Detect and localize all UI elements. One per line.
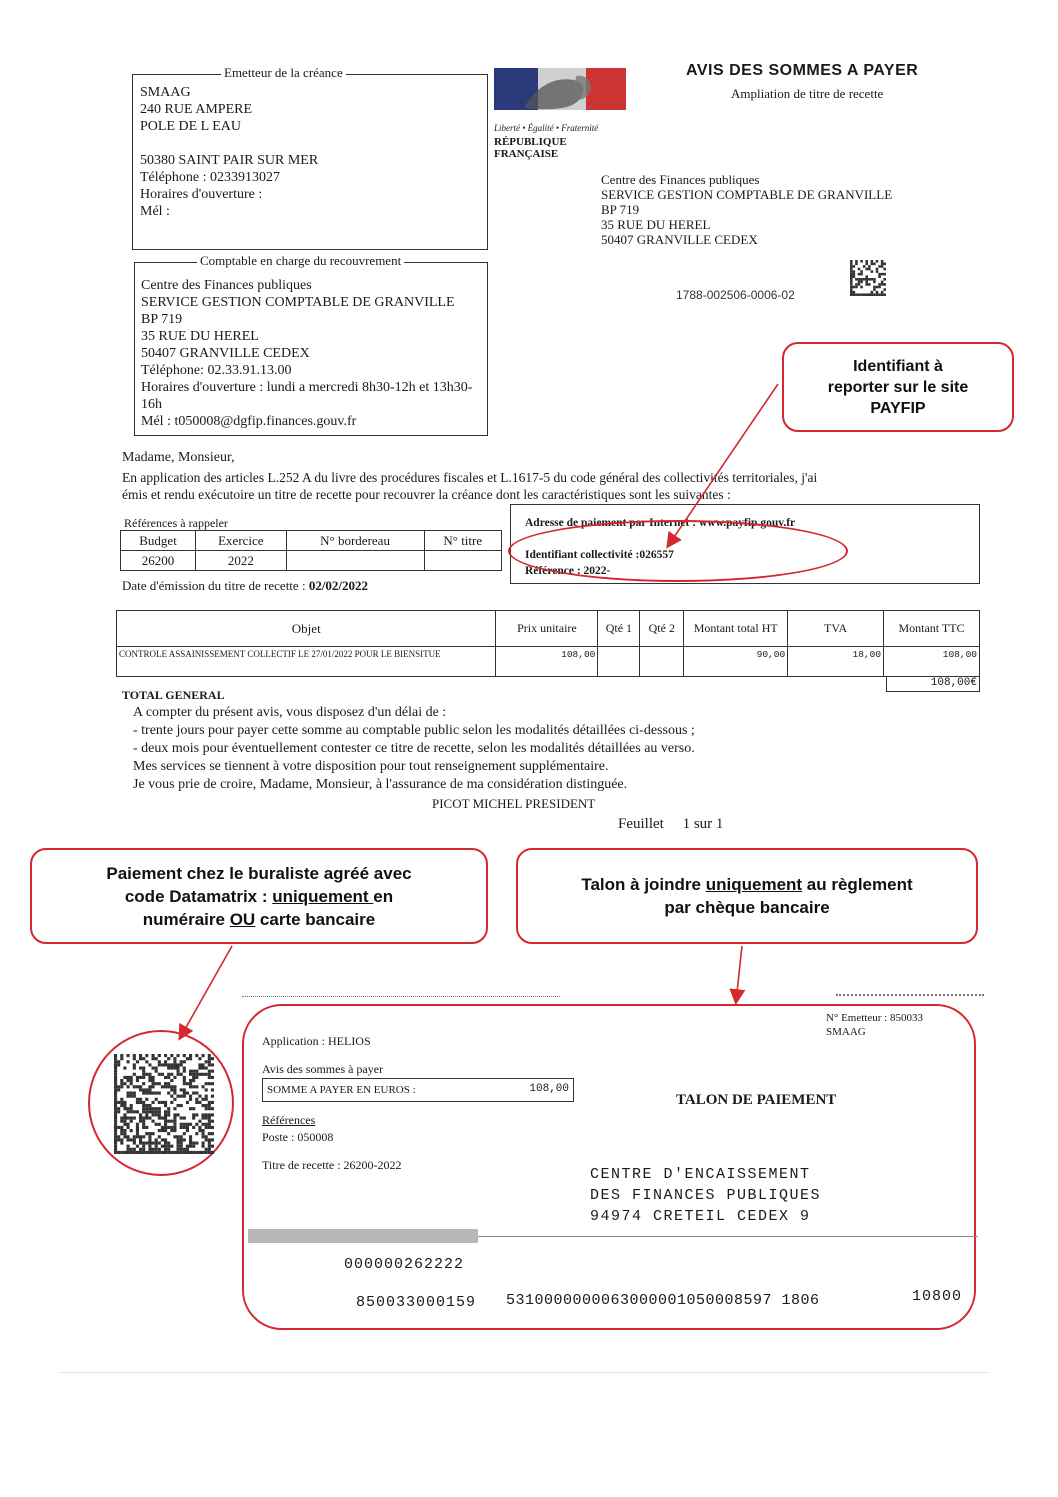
callout-emphasis: uniquement <box>705 875 803 894</box>
sheet-number: Feuillet 1 sur 1 <box>618 816 724 832</box>
accountant-line: SERVICE GESTION COMPTABLE DE GRANVILLE <box>141 295 455 310</box>
recipient-line: BP 719 <box>601 202 640 217</box>
accountant-line: Centre des Finances publiques <box>141 278 312 293</box>
items-header: Qté 2 <box>640 611 684 647</box>
callout-text: carte bancaire <box>255 909 376 929</box>
closing-line: - deux mois pour éventuellement contester ce titre de recette, selon les modalités détaillées au verso. <box>133 741 695 756</box>
collectivity-id: Identifiant collectivité :026557 <box>525 549 674 561</box>
talon-center-line: DES FINANCES PUBLIQUES <box>590 1187 822 1204</box>
talon-code-4: 10800 <box>912 1288 963 1305</box>
total-label: TOTAL GENERAL <box>122 688 225 702</box>
emission-date: 02/02/2022 <box>308 578 369 593</box>
intro-line-1: En application des articles L.252 A du livre des procédures fiscales et L.1617-5 du code général des collectivités territoriales, j'ai <box>122 470 818 485</box>
greeting: Madame, Monsieur, <box>122 450 235 465</box>
talon-application: Application : HELIOS <box>262 1034 371 1048</box>
refs-header: Exercice <box>196 531 287 551</box>
callout-text: numéraire <box>142 909 230 929</box>
datamatrix-icon <box>114 1054 214 1154</box>
talon-separator <box>478 1236 978 1237</box>
emitter-line: SMAAG <box>140 85 191 100</box>
closing-line: Je vous prie de croire, Madame, Monsieur, à l'assurance de ma considération distinguée. <box>133 777 628 792</box>
emitter-line: POLE DE L EAU <box>140 119 241 134</box>
talon-poste: Poste : 050008 <box>262 1130 334 1144</box>
recipient-line: 35 RUE DU HEREL <box>601 217 711 232</box>
recipient-line: 50407 GRANVILLE CEDEX <box>601 232 758 247</box>
items-header: TVA <box>788 611 884 647</box>
talon-titre: Titre de recette : 26200-2022 <box>262 1158 402 1172</box>
callout-line: PAYFIP <box>870 399 926 417</box>
talon-amount-box <box>262 1078 574 1102</box>
accountant-line: BP 719 <box>141 312 183 327</box>
accountant-line: Mél : t050008@dgfip.finances.gouv.fr <box>141 414 357 429</box>
item-tva: 18,00 <box>788 647 884 677</box>
callout-text: code Datamatrix : <box>124 886 273 906</box>
payment-reference: Référence : 2022- <box>525 565 611 577</box>
bottom-rule <box>60 1372 990 1373</box>
talon-title: TALON DE PAIEMENT <box>676 1092 837 1108</box>
accountant-line: 35 RUE DU HEREL <box>141 329 259 344</box>
items-header: Objet <box>117 611 496 647</box>
items-header: Montant total HT <box>684 611 788 647</box>
emitter-line: Téléphone : 0233913027 <box>140 170 280 185</box>
talon-center-line: CENTRE D'ENCAISSEMENT <box>590 1166 811 1183</box>
callout-line: par chèque bancaire <box>664 898 830 917</box>
emitter-line: Mél : <box>140 204 170 219</box>
talon-center-address <box>590 1164 821 1227</box>
document-subtitle: Ampliation de titre de recette <box>731 86 884 101</box>
talon-code-3: 5310000000063000001050008597 1806 <box>506 1292 820 1309</box>
talon-refs-title: Références <box>262 1113 316 1127</box>
recipient-line: Centre des Finances publiques <box>601 172 760 187</box>
item-object: CONTROLE ASSAINISSEMENT COLLECTIF LE 27/01/2022 POUR LE BIENSITUE <box>117 647 496 677</box>
talon-gray-band <box>248 1229 478 1243</box>
accountant-line: 50407 GRANVILLE CEDEX <box>141 346 310 361</box>
accountant-line: 16h <box>141 397 162 412</box>
closing-line: A compter du présent avis, vous disposez d'un délai de : <box>133 705 447 720</box>
refs-value: 2022 <box>196 551 287 571</box>
closing-line: Mes services se tiennent à votre disposition pour tout renseignement supplémentaire. <box>133 759 609 774</box>
signature: PICOT MICHEL PRESIDENT <box>432 796 596 811</box>
intro-line-2: émis et rendu exécutoire un titre de recette pour recouvrer la créance dont les caractéristiques sont les suivantes : <box>122 487 731 502</box>
talon-code-1: 000000262222 <box>344 1256 465 1273</box>
item-unit-price: 108,00 <box>496 647 598 677</box>
callout-emphasis: OU <box>229 909 256 929</box>
document-title: AVIS DES SOMMES A PAYER <box>686 62 919 79</box>
talon-amount-value: 108,00 <box>529 1083 569 1095</box>
items-header: Qté 1 <box>598 611 640 647</box>
emitter-line: 240 RUE AMPERE <box>140 102 253 117</box>
items-header: Montant TTC <box>884 611 980 647</box>
logo-motto: Liberté • Égalité • Fraternité <box>494 123 599 133</box>
callout-text: au règlement <box>802 875 913 894</box>
callout-text: Talon à joindre <box>581 875 706 894</box>
arrow-talon <box>736 946 742 1002</box>
refs-header: N° titre <box>424 531 502 551</box>
closing-line: - trente jours pour payer cette somme au comptable public selon les modalités détaillées ci-dessous ; <box>133 723 695 738</box>
callout-line: Identifiant à <box>853 357 943 375</box>
talon-code-2: 850033000159 <box>356 1294 477 1311</box>
refs-label: Références à rappeler <box>124 516 228 530</box>
item-total-ttc: 108,00 <box>884 647 980 677</box>
refs-value: 26200 <box>121 551 196 571</box>
emitter-line: 50380 SAINT PAIR SUR MER <box>140 153 319 168</box>
talon-cut-line <box>242 996 560 997</box>
talon-amount-label: SOMME A PAYER EN EUROS : <box>267 1084 416 1096</box>
accountant-legend: Comptable en charge du recouvrement <box>197 253 404 269</box>
emitter-line: Horaires d'ouverture : <box>140 187 263 202</box>
accountant-line: Horaires d'ouverture : lundi a mercredi 8h30-12h et 13h30- <box>141 380 473 395</box>
callout-line: reporter sur le site <box>827 378 969 396</box>
items-header: Prix unitaire <box>496 611 598 647</box>
item-total-ht: 90,00 <box>684 647 788 677</box>
talon-avis-label: Avis des sommes à payer <box>262 1062 384 1076</box>
document-code: 1788-002506-0006-02 <box>676 288 795 302</box>
arrow-buraliste <box>180 946 232 1038</box>
accountant-line: Téléphone: 02.33.91.13.00 <box>141 363 292 378</box>
logo-name: RÉPUBLIQUE FRANÇAISE <box>494 136 567 160</box>
refs-header: Budget <box>121 531 196 551</box>
arrow-payfip <box>668 384 778 546</box>
refs-header: N° bordereau <box>286 531 424 551</box>
callout-line: Paiement chez le buraliste agréé avec <box>106 863 412 883</box>
total-value: 108,00€ <box>886 676 980 692</box>
recipient-line: SERVICE GESTION COMPTABLE DE GRANVILLE <box>601 187 893 202</box>
emitter-legend: Emetteur de la créance <box>221 65 346 81</box>
callout-text: en <box>373 886 394 906</box>
payfip-address: Adresse de paiement par Internet : www.payfip.gouv.fr <box>525 517 796 529</box>
talon-emitter-name: SMAAG <box>826 1026 866 1038</box>
talon-center-line: 94974 CRETEIL CEDEX 9 <box>590 1208 811 1225</box>
callout-emphasis: uniquement <box>272 886 374 906</box>
talon-cut-line <box>836 994 984 996</box>
emission-label: Date d'émission du titre de recette : <box>122 578 309 593</box>
talon-emitter-no: N° Emetteur : 850033 <box>826 1012 923 1024</box>
